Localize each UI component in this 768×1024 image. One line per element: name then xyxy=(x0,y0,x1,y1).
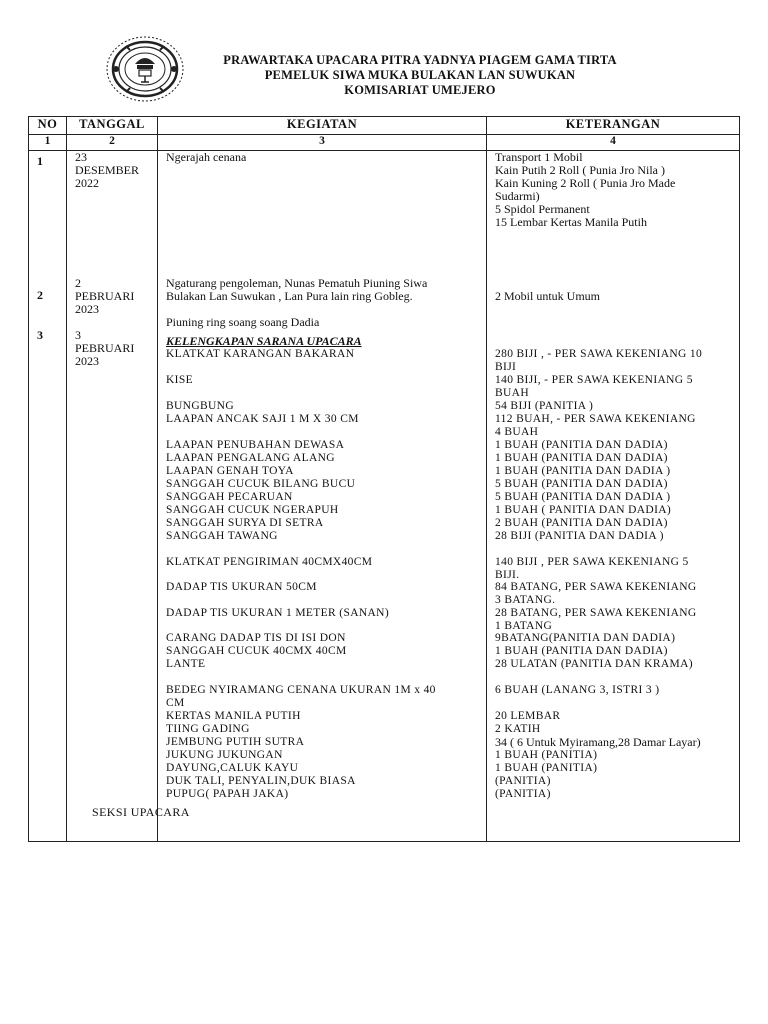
date-year: 2022 xyxy=(75,176,99,190)
activity-line: JUKUNG JUKUNGAN xyxy=(166,749,283,761)
activity-line: Bulakan Lan Suwukan , Lan Pura lain ring Gobleg. xyxy=(166,289,413,303)
activity-line: BEDEG NYIRAMANG CENANA UKURAN 1M x 40 xyxy=(166,684,436,696)
activity-line: SANGGAH CUCUK 40CMX 40CM xyxy=(166,645,347,657)
index-cell: 4 xyxy=(487,135,740,151)
remark-line: 34 ( 6 Untuk Myiramang,28 Damar Layar) xyxy=(495,735,701,749)
activity-line: CARANG DADAP TIS DI ISI DON xyxy=(166,632,346,644)
remark-line: 2 KATIH xyxy=(495,723,541,735)
activity-line: LAAPAN ANCAK SAJI 1 M X 30 CM xyxy=(166,413,359,425)
kegiatan-column xyxy=(158,151,487,842)
schedule-table xyxy=(28,116,740,842)
remark-line: (PANITIA) xyxy=(495,775,551,787)
remark-line: 4 BUAH xyxy=(495,426,539,438)
remark-line: 5 Spidol Permanent xyxy=(495,202,590,216)
remark-line: 1 BUAH (PANITIA) xyxy=(495,749,598,761)
activity-line: KLATKAT KARANGAN BAKARAN xyxy=(166,348,355,360)
remark-line: 84 BATANG, PER SAWA KEKENIANG xyxy=(495,581,697,593)
remark-line: 2 BUAH (PANITIA DAN DADIA) xyxy=(495,517,668,529)
remark-line: Sudarmi) xyxy=(495,189,540,203)
table-header-row xyxy=(29,117,740,135)
remark-line: BIJI. xyxy=(495,569,520,581)
remark-line: 5 BUAH (PANITIA DAN DADIA) xyxy=(495,478,668,490)
activity-line: SANGGAH SURYA DI SETRA xyxy=(166,517,324,529)
activity-line: LANTE xyxy=(166,658,206,670)
activity-line: SANGGAH CUCUK BILANG BUCU xyxy=(166,478,356,490)
remark-line: 20 LEMBAR xyxy=(495,710,561,722)
header-line-3: KOMISARIAT UMEJERO xyxy=(344,83,496,97)
remark-line: Kain Putih 2 Roll ( Punia Jro Nila ) xyxy=(495,163,665,177)
remark-line: Kain Kuning 2 Roll ( Punia Jro Made xyxy=(495,176,676,190)
index-cell: 1 xyxy=(29,135,67,151)
header-line-2: PEMELUK SIWA MUKA BULAKAN LAN SUWUKAN xyxy=(264,68,576,82)
remark-line: 1 BUAH (PANITIA DAN DADIA ) xyxy=(495,465,671,477)
remark-line: Transport 1 Mobil xyxy=(495,150,583,164)
remark-line: 280 BIJI , - PER SAWA KEKENIANG 10 xyxy=(495,348,703,360)
column-index-row xyxy=(29,135,740,151)
remark-line: 1 BATANG xyxy=(495,620,553,632)
remark-line: (PANITIA) xyxy=(495,788,551,800)
activity-line: DAYUNG,CALUK KAYU xyxy=(166,762,299,774)
organization-emblem-logo xyxy=(104,34,186,104)
remark-line: 112 BUAH, - PER SAWA KEKENIANG xyxy=(495,413,696,425)
remark-line: 3 BATANG. xyxy=(495,594,556,606)
header-line-1: PRAWARTAKA UPACARA PITRA YADNYA PIAGEM GAMA TIRTA xyxy=(223,53,617,67)
remark-line: 1 BUAH ( PANITIA DAN DADIA) xyxy=(495,504,672,516)
remark-line: 28 BATANG, PER SAWA KEKENIANG xyxy=(495,607,697,619)
row-number: 3 xyxy=(37,328,43,342)
date-year: 2023 xyxy=(75,354,99,368)
activity-line: DUK TALI, PENYALIN,DUK BIASA xyxy=(166,775,356,787)
activity-line: DADAP TIS UKURAN 50CM xyxy=(166,581,317,593)
footer-section-label: SEKSI UPACARA xyxy=(92,805,190,819)
remark-line: 1 BUAH (PANITIA) xyxy=(495,762,598,774)
date-month: PEBRUARI xyxy=(75,341,135,355)
header-tanggal: TANGGAL xyxy=(67,117,158,135)
header-keterangan: KETERANGAN xyxy=(487,117,740,135)
activity-line: SANGGAH PECARUAN xyxy=(166,491,293,503)
activity-line: JEMBUNG PUTIH SUTRA xyxy=(166,736,305,748)
activity-line: Piuning ring soang soang Dadia xyxy=(166,315,320,329)
tanggal-column xyxy=(67,151,158,842)
activity-line: LAAPAN PENGALANG ALANG xyxy=(166,452,335,464)
activity-line: KISE xyxy=(166,374,193,386)
date-day: 2 xyxy=(75,276,81,290)
activity-line: Ngerajah cenana xyxy=(166,150,247,164)
activity-line: DADAP TIS UKURAN 1 METER (SANAN) xyxy=(166,607,389,619)
remark-line: 6 BUAH (LANANG 3, ISTRI 3 ) xyxy=(495,684,660,696)
date-month: DESEMBER xyxy=(75,163,140,177)
section-heading: KELENGKAPAN SARANA UPACARA xyxy=(166,334,362,348)
no-column xyxy=(29,151,67,842)
activity-line: Ngaturang pengoleman, Nunas Pematuh Piuning Siwa xyxy=(166,276,428,290)
row-number: 2 xyxy=(37,288,43,302)
remark-line: BUAH xyxy=(495,387,529,399)
remark-line: 1 BUAH (PANITIA DAN DADIA) xyxy=(495,439,668,451)
remark-line: 15 Lembar Kertas Manila Putih xyxy=(495,215,647,229)
remark-line: 28 BIJI (PANITIA DAN DADIA ) xyxy=(495,530,664,542)
table-body-row xyxy=(29,151,740,842)
date-day: 23 xyxy=(75,150,87,164)
document-header xyxy=(190,53,650,98)
header-no: NO xyxy=(29,117,67,135)
remark-line: 2 Mobil untuk Umum xyxy=(495,289,601,303)
activity-line: LAAPAN GENAH TOYA xyxy=(166,465,294,477)
index-cell: 3 xyxy=(158,135,487,151)
activity-line: KERTAS MANILA PUTIH xyxy=(166,710,301,722)
remark-line: 54 BIJI (PANITIA ) xyxy=(495,400,594,412)
date-year: 2023 xyxy=(75,302,99,316)
activity-line: SANGGAH TAWANG xyxy=(166,530,278,542)
remark-line: 1 BUAH (PANITIA DAN DADIA) xyxy=(495,452,668,464)
activity-line: BUNGBUNG xyxy=(166,400,234,412)
activity-line: LAAPAN PENUBAHAN DEWASA xyxy=(166,439,345,451)
activity-line: PUPUG( PAPAH JAKA) xyxy=(166,788,289,800)
remark-line: 140 BIJI, - PER SAWA KEKENIANG 5 xyxy=(495,374,693,386)
row-number: 1 xyxy=(37,154,43,168)
remark-line: BIJI xyxy=(495,361,517,373)
remark-line: 5 BUAH (PANITIA DAN DADIA ) xyxy=(495,491,671,503)
date-day: 3 xyxy=(75,328,81,342)
activity-line: SANGGAH CUCUK NGERAPUH xyxy=(166,504,339,516)
activity-line: TIING GADING xyxy=(166,723,250,735)
date-month: PEBRUARI xyxy=(75,289,135,303)
remark-line: 9BATANG(PANITIA DAN DADIA) xyxy=(495,632,676,644)
header-kegiatan: KEGIATAN xyxy=(158,117,487,135)
activity-line: CM xyxy=(166,697,185,709)
index-cell: 2 xyxy=(67,135,158,151)
remark-line: 140 BIJI , PER SAWA KEKENIANG 5 xyxy=(495,556,689,568)
activity-line: KLATKAT PENGIRIMAN 40CMX40CM xyxy=(166,556,373,568)
remark-line: 28 ULATAN (PANITIA DAN KRAMA) xyxy=(495,658,693,670)
keterangan-column xyxy=(487,151,740,842)
remark-line: 1 BUAH (PANITIA DAN DADIA) xyxy=(495,645,668,657)
